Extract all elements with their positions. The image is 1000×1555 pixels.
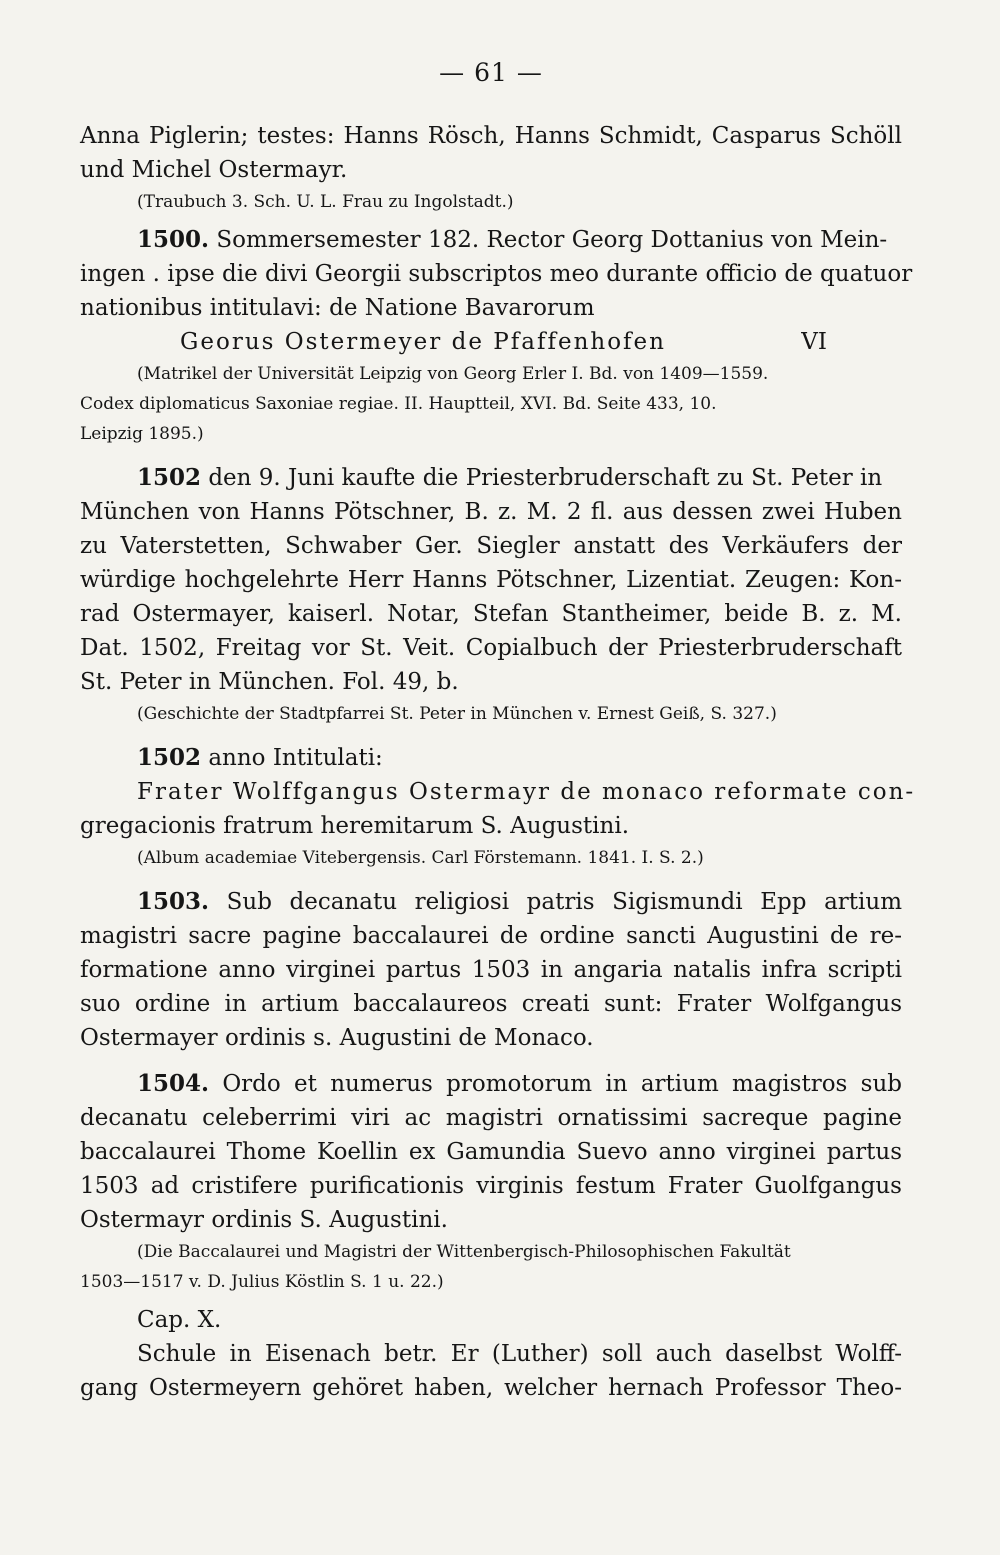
text-line: Anna Piglerin; testes: Hanns Rösch, Hanns Schmidt, Casparus Schöll — [80, 123, 902, 149]
citation-line: (Album academiae Vitebergensis. Carl Förstemann. 1841. I. S. 2.) — [137, 848, 704, 868]
text-line: nationibus intitulavi: de Natione Bavarorum — [80, 295, 595, 321]
text-line: decanatu celeberrimi viri ac magistri ornatissimi sacreque pagine — [80, 1105, 902, 1131]
entry-year: 1504. — [137, 1070, 210, 1097]
text-line: baccalaurei Thome Koellin ex Gamundia Suevo anno virginei partus — [80, 1139, 902, 1165]
citation-line: (Die Baccalaurei und Magistri der Wittenbergisch-Philosophischen Fakultät — [137, 1242, 791, 1262]
entry-1500 — [80, 223, 902, 257]
entry-1502-a — [80, 461, 902, 495]
text-line: Schule in Eisenach betr. Er (Luther) soll auch daselbst Wolff- — [137, 1341, 902, 1367]
text-line: anno Intitulati: — [208, 745, 383, 771]
entry-1502-b — [80, 741, 902, 775]
text-line: St. Peter in München. Fol. 49, b. — [80, 669, 459, 695]
text-line: Dat. 1502, Freitag vor St. Veit. Copialbuch der Priesterbruderschaft — [80, 635, 902, 661]
name-entry — [80, 325, 902, 359]
citation-line: (Geschichte der Stadtpfarrei St. Peter in München v. Ernest Geiß, S. 327.) — [137, 704, 777, 724]
citation-line: (Traubuch 3. Sch. U. L. Frau zu Ingolstadt.) — [137, 192, 514, 212]
entry-year: 1502 — [137, 744, 202, 771]
text-line: Ordo et numerus promotorum in artium magistros sub — [222, 1071, 902, 1097]
text-line: suo ordine in artium baccalaureos creati sunt: Frater Wolfgangus — [80, 991, 902, 1017]
text-line: formatione anno virginei partus 1503 in angaria natalis infra scripti — [80, 957, 902, 983]
text-line: und Michel Ostermayr. — [80, 157, 348, 183]
citation-line: (Matrikel der Universität Leipzig von Georg Erler I. Bd. von 1409—1559. — [137, 364, 769, 384]
text-line: Sommersemester 182. Rector Georg Dottanius von Mein- — [216, 227, 888, 253]
text-line: gang Ostermeyern gehöret haben, welcher hernach Professor Theo- — [80, 1375, 902, 1401]
entry-1504 — [80, 1067, 902, 1101]
entry-year: 1503. — [137, 888, 210, 915]
text-line: Sub decanatu religiosi patris Sigismundi Epp artium — [226, 889, 902, 915]
citation-line: Leipzig 1895.) — [80, 424, 204, 444]
page-number: — 61 — — [439, 58, 543, 87]
entry-year: 1500. — [137, 226, 210, 253]
citation-line: Codex diplomaticus Saxoniae regiae. II. Hauptteil, XVI. Bd. Seite 433, 10. — [80, 394, 717, 414]
text-line: rad Ostermayer, kaiserl. Notar, Stefan Stantheimer, beide B. z. M. — [80, 601, 902, 627]
text-line: Frater Wolffgangus Ostermayr de monaco reformate con- — [137, 779, 916, 805]
text-line: Ostermayer ordinis s. Augustini de Monaco. — [80, 1025, 594, 1051]
entry-year: 1502 — [137, 464, 202, 491]
text-line: gregacionis fratrum heremitarum S. Augustini. — [80, 813, 630, 839]
text-line: würdige hochgelehrte Herr Hanns Pötschner, Lizentiat. Zeugen: Kon- — [80, 567, 902, 593]
text-line: München von Hanns Pötschner, B. z. M. 2 fl. aus dessen zwei Huben — [80, 499, 902, 525]
nation-number: VI — [801, 329, 827, 355]
citation-line: 1503—1517 v. D. Julius Köstlin S. 1 u. 22.) — [80, 1272, 444, 1292]
text-line: den 9. Juni kaufte die Priesterbruderschaft zu St. Peter in — [208, 465, 883, 491]
person-name: Georus Ostermeyer de Pfaffenhofen — [180, 329, 666, 355]
text-line: Ostermayr ordinis S. Augustini. — [80, 1207, 448, 1233]
chapter-heading: Cap. X. — [137, 1307, 222, 1333]
text-line: ingen . ipse die divi Georgii subscriptos meo durante officio de quatuor — [80, 261, 913, 287]
text-line: magistri sacre pagine baccalaurei de ordine sancti Augustini de re- — [80, 923, 902, 949]
text-line: 1503 ad cristifere purificationis virginis festum Frater Guolfgangus — [80, 1173, 902, 1199]
entry-1503 — [80, 885, 902, 919]
text-line: zu Vaterstetten, Schwaber Ger. Siegler anstatt des Verkäufers der — [80, 533, 902, 559]
